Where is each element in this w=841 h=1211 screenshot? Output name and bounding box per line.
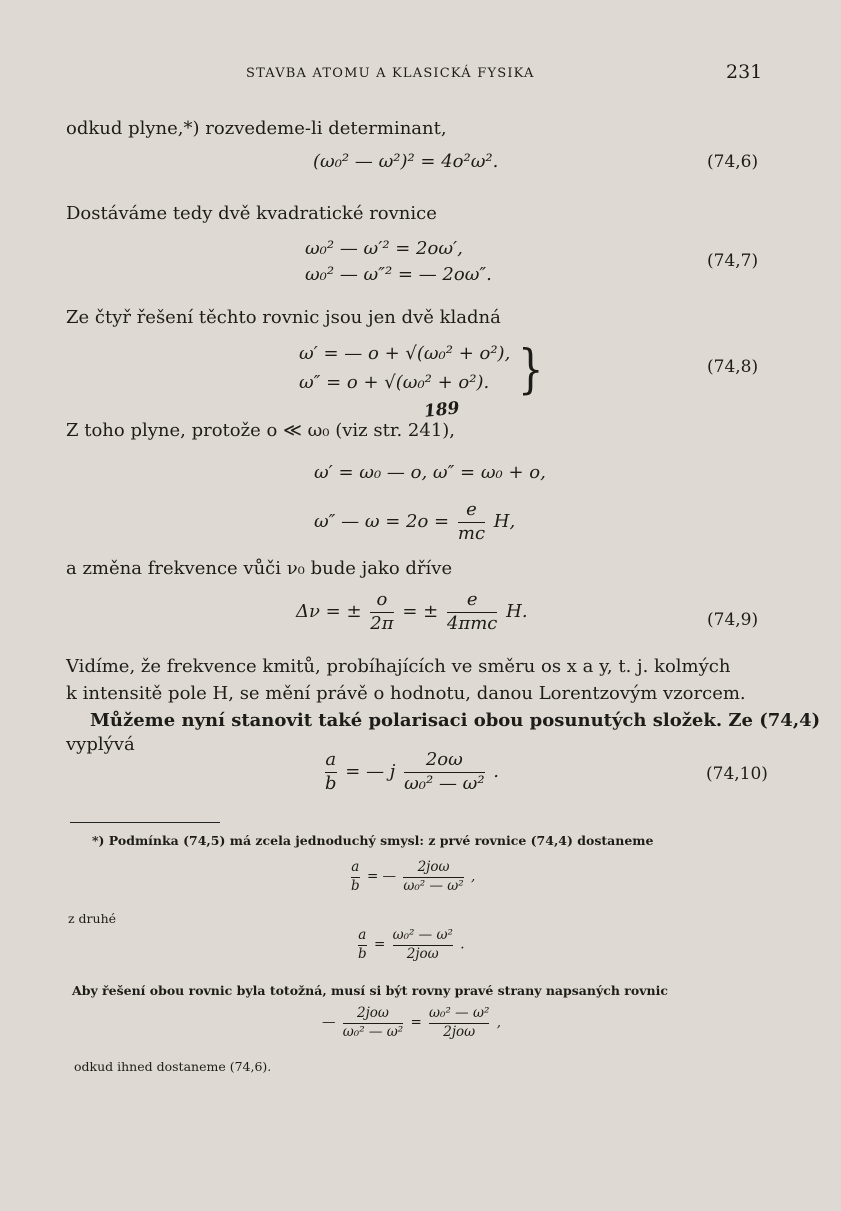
eq7410-f1-denominator: b bbox=[325, 772, 337, 794]
fe3-fraction-2 bbox=[429, 1006, 489, 1040]
footnote-rule bbox=[70, 822, 220, 823]
handwritten-page-correction: 189 bbox=[423, 398, 461, 422]
fe3-f1-numerator: 2joω bbox=[357, 1005, 389, 1021]
eq-diff-fraction bbox=[458, 500, 485, 544]
eq7410-fraction-1 bbox=[325, 750, 337, 794]
fe3-lead: — bbox=[322, 1014, 336, 1031]
eq749-lhs: Δν = ± bbox=[296, 601, 362, 623]
fe1-fraction bbox=[403, 860, 463, 894]
fe2-lhs-denominator: b bbox=[358, 945, 367, 962]
paragraph-1: odkud plyne,*) rozvedeme-li determinant, bbox=[66, 118, 447, 139]
fe2-lhs-fraction bbox=[358, 928, 367, 962]
paragraph-2: Dostáváme tedy dvě kvadratické rovnice bbox=[66, 203, 437, 224]
fe1-numerator: 2joω bbox=[417, 859, 450, 875]
fe1-lhs-numerator: a bbox=[351, 859, 360, 875]
eq749-fraction-2 bbox=[447, 590, 497, 634]
eq749-mid: = ± bbox=[402, 601, 439, 623]
equation-74-6: (ω₀² — ω²)² = 4o²ω². bbox=[313, 151, 499, 172]
equation-tag-74-9: (74,9) bbox=[707, 610, 759, 630]
equation-74-8b: ω″ = o + √(ω₀² + o²). bbox=[299, 372, 490, 393]
eq-diff-left: ω″ — ω = 2o = bbox=[314, 511, 450, 533]
equation-74-10 bbox=[322, 750, 499, 794]
eq7410-f2-denominator: ω₀² — ω² bbox=[404, 772, 485, 794]
fe2-fraction bbox=[393, 928, 453, 962]
footnote-line-2: z druhé bbox=[68, 911, 117, 926]
paragraph-3: Ze čtyř řešení těchto rovnic jsou jen dvě kladná bbox=[66, 307, 501, 328]
eq749-f1-numerator: o bbox=[376, 589, 388, 610]
eq749-rhs: H. bbox=[506, 601, 528, 623]
eq7410-fraction-2 bbox=[404, 750, 484, 794]
equation-tag-74-8: (74,8) bbox=[707, 357, 759, 377]
eq7410-f2-numerator: 2oω bbox=[425, 749, 463, 770]
fe2-numerator: ω₀² — ω² bbox=[392, 927, 453, 943]
fe3-mid: = bbox=[410, 1014, 422, 1031]
fe1-end: , bbox=[471, 868, 476, 885]
equation-74-7a: ω₀² — ω′² = 2oω′, bbox=[305, 238, 463, 259]
equation-74-9 bbox=[296, 590, 528, 634]
footnote-line-4: odkud ihned dostaneme (74,6). bbox=[74, 1059, 272, 1074]
equation-74-7b: ω₀² — ω″² = — 2oω″. bbox=[305, 264, 492, 285]
fe3-end: , bbox=[496, 1014, 501, 1031]
fe3-fraction-1 bbox=[343, 1006, 403, 1040]
equation-omega-difference bbox=[314, 500, 515, 544]
equation-omega-values: ω′ = ω₀ — o, ω″ = ω₀ + o, bbox=[314, 462, 546, 483]
equation-tag-74-7: (74,7) bbox=[707, 251, 759, 271]
paragraph-7-line-2: vyplývá bbox=[66, 734, 135, 755]
footnote-equation-1 bbox=[348, 860, 475, 894]
fe1-lhs-denominator: b bbox=[351, 877, 360, 894]
eq-diff-numerator: e bbox=[466, 499, 477, 520]
eq-diff-denominator: mc bbox=[457, 522, 486, 544]
eq7410-end: . bbox=[493, 761, 500, 783]
fe3-f1-denominator: ω₀² — ω² bbox=[342, 1023, 404, 1040]
fe2-denominator: 2joω bbox=[406, 945, 439, 962]
footnote-equation-2 bbox=[355, 928, 465, 962]
fe1-mid: = — bbox=[366, 868, 397, 885]
fe2-lhs-numerator: a bbox=[358, 927, 367, 943]
equation-tag-74-6: (74,6) bbox=[707, 152, 759, 172]
fe3-f2-denominator: 2joω bbox=[443, 1023, 476, 1040]
eq7410-f1-numerator: a bbox=[325, 749, 337, 770]
eq749-f2-numerator: e bbox=[466, 589, 478, 610]
eq749-f2-denominator: 4πmc bbox=[446, 612, 498, 634]
paragraph-5: a změna frekvence vůči ν₀ bude jako dříve bbox=[66, 558, 453, 579]
footnote-line-3: Aby řešení obou rovnic byla totožná, musí si být rovny pravé strany napsaných rovnic bbox=[72, 983, 668, 998]
equation-74-8a: ω′ = — o + √(ω₀² + o²), bbox=[299, 343, 511, 364]
equation-tag-74-10: (74,10) bbox=[706, 764, 768, 784]
eq-diff-right: H, bbox=[493, 511, 516, 533]
page-number: 231 bbox=[726, 61, 763, 83]
fe3-f2-numerator: ω₀² — ω² bbox=[429, 1005, 490, 1021]
eq7410-mid: = — j bbox=[345, 761, 396, 783]
fe1-denominator: ω₀² — ω² bbox=[403, 877, 464, 894]
paragraph-7-line-1: Můžeme nyní stanovit také polarisaci obou posunutých složek. Ze (74,4) bbox=[90, 710, 821, 731]
paragraph-6-line-1: Vidíme, že frekvence kmitů, probíhajících ve směru os x a y, t. j. kolmých bbox=[66, 656, 731, 677]
eq749-f1-denominator: 2π bbox=[370, 612, 394, 634]
footnote-line-1: *) Podmínka (74,5) má zcela jednoduchý smysl: z prvé rovnice (74,4) dostaneme bbox=[92, 833, 654, 848]
paragraph-4: Z toho plyne, protože o ≪ ω₀ (viz str. 241), bbox=[66, 420, 456, 441]
fe2-mid: = bbox=[373, 936, 386, 953]
footnote-equation-3 bbox=[322, 1006, 501, 1040]
paragraph-6-line-2: k intensitě pole H, se mění právě o hodnotu, danou Lorentzovým vzorcem. bbox=[66, 683, 746, 704]
fe1-lhs-fraction bbox=[351, 860, 360, 894]
eq749-fraction-1 bbox=[370, 590, 393, 634]
fe2-end: . bbox=[460, 936, 465, 953]
right-brace: } bbox=[518, 340, 544, 400]
running-header: STAVBA ATOMU A KLASICKÁ FYSIKA bbox=[246, 66, 535, 81]
